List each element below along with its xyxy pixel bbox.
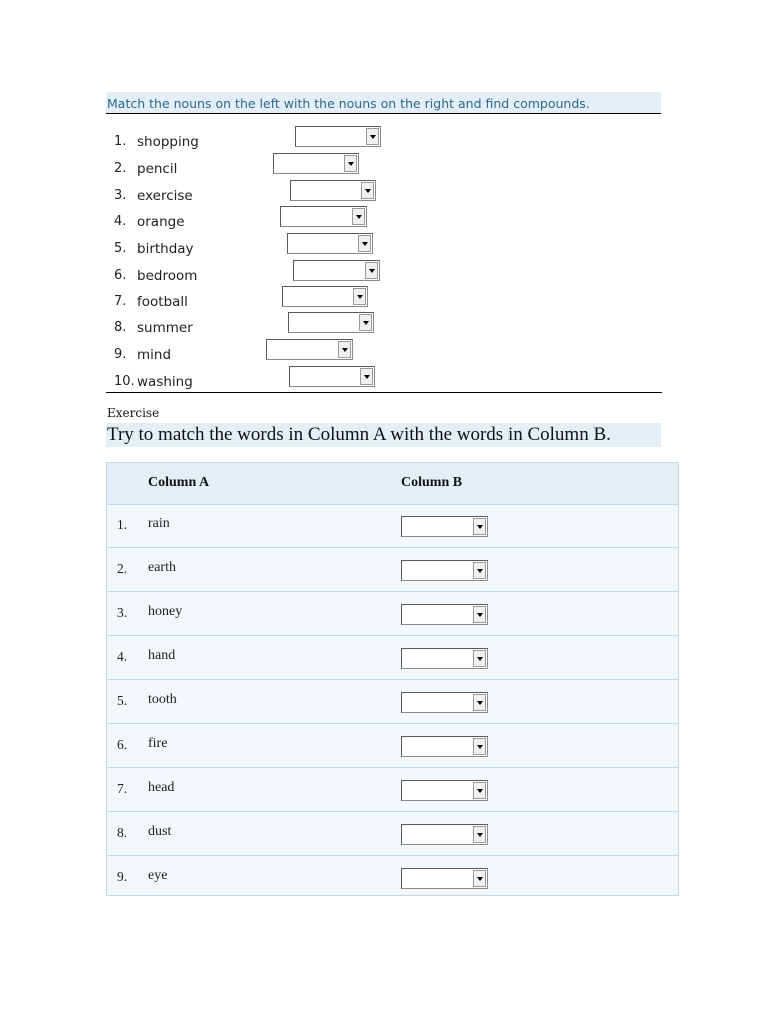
item-number: 10. [114, 374, 135, 389]
dropdown-arrow-icon[interactable] [358, 235, 371, 252]
item-word: eye [148, 868, 168, 883]
answer-select[interactable] [288, 312, 374, 333]
answer-select[interactable] [266, 339, 353, 360]
answer-select[interactable] [401, 692, 488, 713]
item-number: 3. [117, 605, 128, 620]
item-number: 4. [114, 214, 127, 229]
dropdown-arrow-icon[interactable] [473, 518, 486, 535]
item-number: 6. [114, 268, 127, 283]
item-number: 5. [114, 241, 127, 256]
item-number: 6. [117, 737, 128, 752]
item-word: rain [148, 516, 170, 531]
dropdown-arrow-icon[interactable] [473, 694, 486, 711]
item-number: 3. [114, 188, 127, 203]
dropdown-arrow-icon[interactable] [473, 562, 486, 579]
item-number: 7. [117, 781, 128, 796]
dropdown-arrow-icon[interactable] [344, 155, 357, 172]
dropdown-arrow-icon[interactable] [473, 738, 486, 755]
dropdown-arrow-icon[interactable] [338, 341, 351, 358]
answer-select[interactable] [401, 736, 488, 757]
item-number: 8. [117, 825, 128, 840]
dropdown-arrow-icon[interactable] [473, 826, 486, 843]
answer-select[interactable] [401, 516, 488, 537]
answer-select[interactable] [401, 560, 488, 581]
table-row [107, 680, 678, 724]
item-number: 1. [114, 134, 127, 149]
table-row [107, 636, 678, 680]
exercise2-instruction: Try to match the words in Column A with the words in Column B. [106, 423, 661, 447]
item-word: exercise [137, 188, 193, 204]
answer-select[interactable] [401, 604, 488, 625]
item-word: shopping [137, 134, 199, 150]
table-row [107, 504, 678, 548]
dropdown-arrow-icon[interactable] [352, 208, 365, 225]
item-word: summer [137, 320, 193, 336]
column-b-header: Column B [401, 475, 463, 490]
exercise2-label: Exercise [107, 406, 160, 420]
table-row [107, 812, 678, 856]
item-word: head [148, 780, 175, 795]
item-word: football [137, 294, 188, 310]
answer-select[interactable] [280, 206, 367, 227]
item-number: 9. [117, 869, 128, 884]
dropdown-arrow-icon[interactable] [361, 182, 374, 199]
answer-select[interactable] [289, 366, 375, 387]
exercise1-instruction: Match the nouns on the left with the nouns on the right and find compounds. [106, 92, 661, 114]
dropdown-arrow-icon[interactable] [473, 606, 486, 623]
table-row [107, 724, 678, 768]
column-a-header: Column A [148, 475, 210, 490]
table-row [107, 856, 678, 900]
answer-select[interactable] [401, 780, 488, 801]
dropdown-arrow-icon[interactable] [353, 288, 366, 305]
table-header [107, 463, 678, 505]
item-number: 1. [117, 517, 128, 532]
item-number: 8. [114, 320, 127, 335]
table-row [107, 548, 678, 592]
item-word: pencil [137, 161, 178, 177]
table-row [107, 768, 678, 812]
item-number: 2. [114, 161, 127, 176]
item-word: mind [137, 347, 172, 363]
item-word: orange [137, 214, 185, 230]
item-number: 5. [117, 693, 128, 708]
matching-table [106, 462, 679, 896]
dropdown-arrow-icon[interactable] [360, 368, 373, 385]
dropdown-arrow-icon[interactable] [473, 650, 486, 667]
answer-select[interactable] [273, 153, 359, 174]
section-divider [106, 392, 662, 393]
answer-select[interactable] [287, 233, 373, 254]
dropdown-arrow-icon[interactable] [359, 314, 372, 331]
item-word: washing [137, 374, 193, 390]
dropdown-arrow-icon[interactable] [365, 262, 378, 279]
item-number: 4. [117, 649, 128, 664]
item-word: honey [148, 604, 183, 619]
dropdown-arrow-icon[interactable] [473, 782, 486, 799]
item-word: earth [148, 560, 176, 575]
item-number: 2. [117, 561, 128, 576]
dropdown-arrow-icon[interactable] [473, 870, 486, 887]
item-word: birthday [137, 241, 194, 257]
answer-select[interactable] [290, 180, 376, 201]
answer-select[interactable] [295, 126, 381, 147]
answer-select[interactable] [401, 868, 488, 889]
item-word: tooth [148, 692, 177, 707]
item-word: dust [148, 824, 172, 839]
item-number: 9. [114, 347, 127, 362]
answer-select[interactable] [401, 648, 488, 669]
answer-select[interactable] [401, 824, 488, 845]
item-word: hand [148, 648, 176, 663]
answer-select[interactable] [293, 260, 380, 281]
item-word: bedroom [137, 268, 198, 284]
table-row [107, 592, 678, 636]
item-number: 7. [114, 294, 127, 309]
answer-select[interactable] [282, 286, 368, 307]
dropdown-arrow-icon[interactable] [366, 128, 379, 145]
item-word: fire [148, 736, 168, 751]
